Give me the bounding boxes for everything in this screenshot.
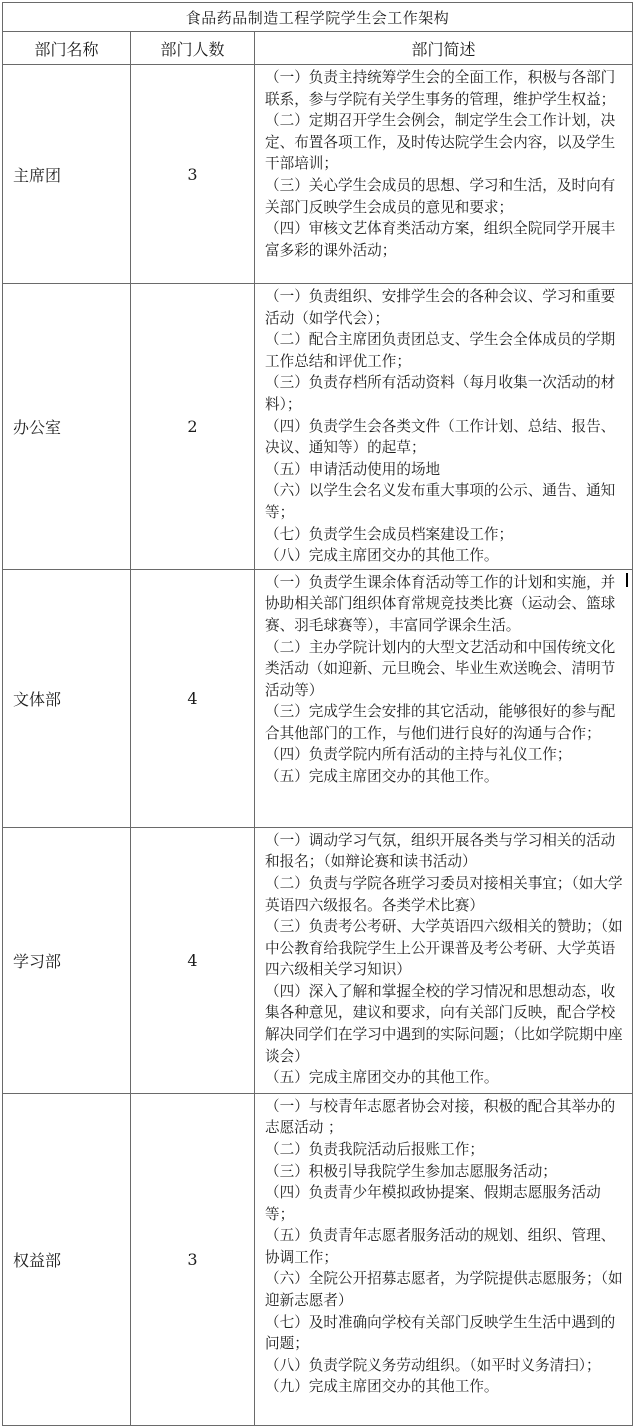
duty-item: （一）与校青年志愿者协会对接，积极的配合其举办的志愿活动 ；	[265, 1097, 616, 1137]
header-description: 部门简述	[255, 32, 633, 65]
duty-item: （九）完成主席团交办的其他工作。	[265, 1378, 499, 1396]
duty-item: （八）负责学院义务劳动组织。（如平时义务清扫）；	[265, 1356, 601, 1374]
duty-item: （七）及时准确向学校有关部门反映学生生活中遇到的问题；	[265, 1313, 616, 1353]
member-count: 4	[131, 569, 255, 827]
duty-item: （六）全院公开招募志愿者，为学院提供志愿服务；（如迎新志愿者）	[265, 1270, 623, 1310]
duty-item: （六）以学生会名义发布重大事项的公示、通告、通知等；	[265, 482, 616, 521]
duty-item: （一）负责组织、安排学生会的各种会议、学习和重要活动（如学代会）；	[265, 288, 616, 327]
duty-item: （三）负责存档所有活动资料（每月收集一次活动的材料）；	[265, 374, 616, 413]
header-member-count: 部门人数	[131, 32, 255, 65]
department-description	[255, 827, 633, 1093]
duty-item: （二）配合主席团负责团总支、学生会全体成员的学期工作总结和评优工作；	[265, 331, 616, 370]
department-description	[255, 569, 633, 827]
duty-item: （八）完成主席团交办的其他工作。	[265, 547, 499, 565]
duty-item: （五）完成主席团交办的其他工作。	[265, 1069, 499, 1087]
duty-item: （一）调动学习气氛，组织开展各类与学习相关的活动和报名；（如辩论赛和读书活动）	[265, 831, 616, 871]
table-row	[3, 569, 633, 827]
duty-item: （五）申请活动使用的场地	[265, 460, 441, 478]
member-count: 3	[131, 65, 255, 284]
member-count: 4	[131, 827, 255, 1093]
table-row	[3, 1093, 633, 1425]
duty-item: （四）负责学生会各类文件（工作计划、总结、报告、决议、通知等）的起草；	[265, 417, 616, 457]
structure-table	[2, 2, 633, 1426]
duty-item: （三）负责考公考研、大学英语四六级相关的赞助；（如中公教育给我院学生上公开课普及考公考研、大学英语四六级相关学习知识）	[265, 918, 623, 979]
duty-item: （一）负责学生课余体育活动等工作的计划和实施，并协助相关部门组织体育常规竞技类比赛（运动会、篮球赛、羽毛球赛等），丰富同学课余生活。	[265, 573, 616, 634]
duty-item: （三）积极引导我院学生参加志愿服务活动；	[265, 1162, 557, 1180]
member-count: 2	[131, 284, 255, 570]
duty-item: （五）完成主席团交办的其他工作。	[265, 768, 499, 786]
duty-item: （二）负责我院活动后报账工作；	[265, 1140, 484, 1158]
duty-item: （七）负责学生会成员档案建设工作；	[265, 525, 514, 543]
table-row	[3, 827, 633, 1093]
member-count: 3	[131, 1093, 255, 1425]
department-description	[255, 1093, 633, 1425]
department-name: 办公室	[3, 284, 131, 570]
department-name: 权益部	[3, 1093, 131, 1425]
duty-item: （三）完成学生会安排的其它活动，能够很好的参与配合其他部门的工作，与他们进行良好的沟通与合作；	[265, 703, 616, 742]
text-cursor-mark	[626, 573, 628, 587]
table-title: 食品药品制造工程学院学生会工作架构	[3, 3, 633, 32]
department-name: 主席团	[3, 65, 131, 284]
duty-item: （四）审核文艺体育类活动方案，组织全院同学开展丰富多彩的课外活动；	[265, 220, 616, 259]
department-description	[255, 65, 633, 284]
duty-item: （四）负责学院内所有活动的主持与礼仪工作；	[265, 746, 572, 764]
department-name: 文体部	[3, 569, 131, 827]
header-department-name: 部门名称	[3, 32, 131, 65]
duty-item: （三）关心学生会成员的思想、学习和生活，及时向有关部门反映学生会成员的意见和要求；	[265, 176, 616, 216]
department-description	[255, 284, 633, 570]
duty-item: （二）负责与学院各班学习委员对接相关事宜；（如大学英语四六级报名。各类学术比赛）	[265, 874, 623, 914]
duty-item: （一）负责主持统筹学生会的全面工作，积极与各部门联系，参与学院有关学生事务的管理，维护学生权益；	[265, 69, 616, 108]
duty-item: （二）主办学院计划内的大型文艺活动和中国传统文化类活动（如迎新、元旦晚会、毕业生欢送晚会、清明节活动等）	[265, 638, 616, 699]
duty-item: （四）负责青少年模拟政协提案、假期志愿服务活动等；	[265, 1184, 601, 1223]
department-name: 学习部	[3, 827, 131, 1093]
duty-item: （二）定期召开学生会例会，制定学生会工作计划，决定、布置各项工作，及时传达院学生会内容，以及学生干部培训；	[265, 112, 616, 173]
table-row	[3, 65, 633, 284]
structure-sheet	[2, 2, 632, 1423]
table-row	[3, 284, 633, 570]
duty-item: （四）深入了解和掌握全校的学习情况和思想动态，收集各种意见，建议和要求，向有关部门反映，配合学校解决同学们在学习中遇到的实际问题；（比如学院期中座谈会）	[265, 982, 623, 1065]
duty-item: （五）负责青年志愿者服务活动的规划、组织、管理、协调工作；	[265, 1227, 616, 1266]
